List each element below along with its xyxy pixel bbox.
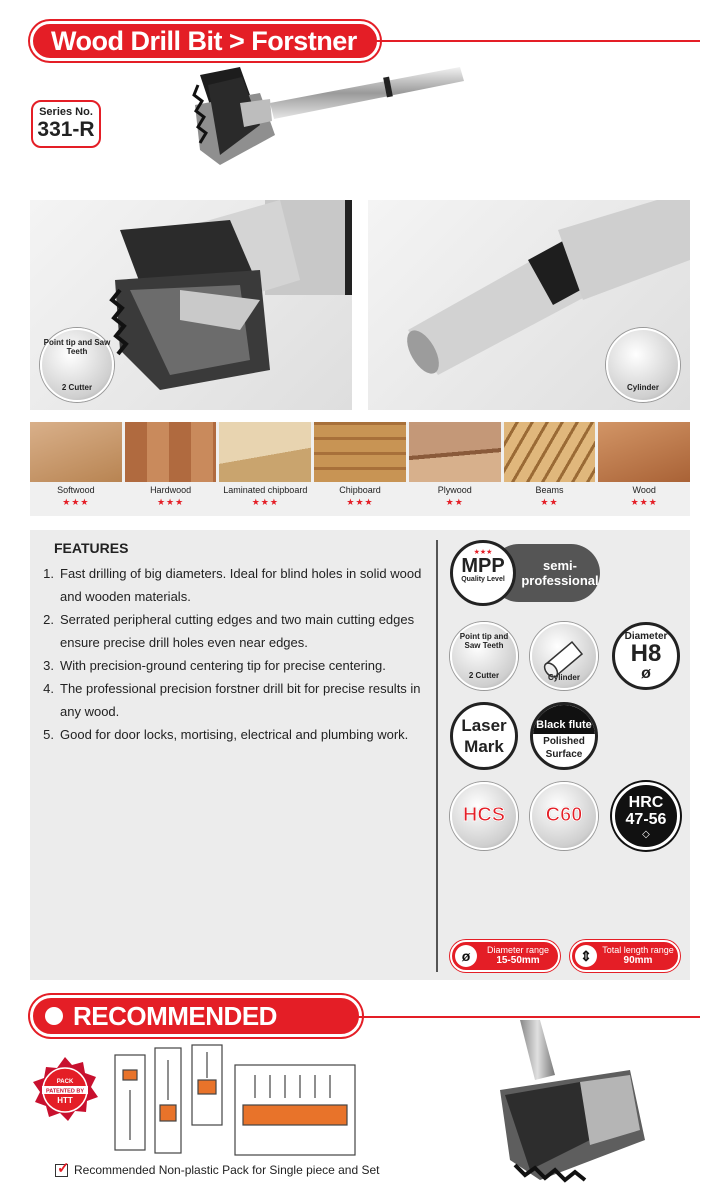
length-range-badge [570, 940, 680, 972]
material-chipboard [314, 422, 406, 516]
material-rating: ★★★ [62, 497, 90, 507]
feature-number: 4. [43, 681, 54, 696]
material-name: Wood [632, 485, 656, 495]
panel-divider [436, 540, 438, 972]
material-hardwood-image [125, 422, 217, 482]
cylinder-badge [606, 328, 680, 402]
material-wood-image [598, 422, 690, 482]
feature-number: 2. [43, 612, 54, 627]
material-name: Beams [535, 485, 564, 495]
diameter-symbol: ø [641, 665, 651, 682]
features-list [36, 562, 426, 746]
cutter-closeup-photo [30, 200, 352, 410]
cylinder-badge-label: Cylinder [626, 383, 659, 392]
mpp-stars: ★★★ [473, 549, 493, 556]
material-name: Laminated chipboard [223, 485, 308, 495]
saw-teeth-badge-bottom: 2 Cutter [61, 383, 93, 392]
materials-strip [30, 422, 690, 516]
packing-title-bar [30, 995, 362, 1067]
material-beams [504, 422, 596, 516]
feature-text: With precision-ground centering tip for precise centering. [60, 658, 386, 673]
diameter-range-badge [450, 940, 560, 972]
material-laminated-chipboard-image [219, 422, 311, 482]
hrc-hardness-badge [612, 782, 680, 850]
polished-label: Polished [543, 736, 585, 747]
packing-bullet-icon [45, 1007, 63, 1025]
saw-teeth-icon-bottom: 2 Cutter [468, 671, 500, 680]
length-range-value: 90mm [623, 955, 653, 966]
packing-title: RECOMMENDED PACKING [73, 1001, 277, 1067]
diamond-icon: ◇ [642, 829, 650, 840]
cylinder-icon-label: Cylinder [547, 673, 580, 682]
diameter-h8-badge [612, 622, 680, 690]
series-number: 331-R [37, 118, 95, 141]
feature-item [36, 654, 426, 677]
mpp-quality-badge [450, 540, 605, 606]
hrc-value: 47-56 [625, 811, 667, 828]
material-laminated-chipboard [219, 422, 311, 516]
cylinder-icon [530, 622, 598, 690]
material-rating: ★★★ [156, 497, 185, 507]
saw-teeth-icon [450, 622, 518, 690]
mpp-label: MPP [461, 555, 505, 577]
material-wood [598, 422, 690, 516]
feature-number: 1. [43, 566, 54, 581]
material-name: Hardwood [150, 485, 192, 495]
page-title: Wood Drill Bit > Forstner Bit [30, 21, 380, 61]
material-softwood [30, 422, 122, 516]
length-icon: ⇕ [575, 945, 597, 967]
seal-top-text: PACK [56, 1079, 74, 1085]
material-rating: ★★★ [251, 497, 279, 507]
diameter-range-label: Diameter range [486, 945, 550, 955]
packing-illustration [110, 1040, 360, 1160]
features-title: FEATURES [54, 540, 129, 556]
diameter-value: H8 [630, 640, 662, 667]
saw-teeth-icon-top: Point tip and Saw Teeth [459, 632, 509, 650]
saw-teeth-badge-top: Point tip and Saw Teeth [43, 338, 111, 356]
material-chipboard-image [314, 422, 406, 482]
material-rating: ★★★ [346, 497, 374, 507]
forstner-bit-bottom-image [480, 1020, 700, 1190]
feature-number: 5. [43, 727, 54, 742]
material-plywood [409, 422, 501, 516]
material-beams-image [504, 422, 596, 482]
laser-label-1: Laser [461, 716, 507, 735]
material-softwood-image [30, 422, 122, 482]
seal-mid-text: PATENTED BY [46, 1088, 84, 1095]
diameter-range-value: 15-50mm [496, 955, 540, 966]
diameter-label: Diameter [624, 631, 668, 642]
diameter-icon: ø [455, 945, 477, 967]
feature-item [36, 723, 426, 746]
check-icon [55, 1164, 68, 1177]
title-divider [370, 40, 700, 42]
material-rating: ★★★ [630, 497, 658, 507]
length-range-label: Total length range [602, 945, 674, 955]
feature-item [36, 608, 426, 654]
material-name: Chipboard [339, 485, 381, 495]
material-rating: ★★ [540, 497, 559, 507]
quality-level-pill: semi-professional [490, 544, 600, 602]
mpp-circle [450, 540, 516, 606]
c60-material-badge: C60 [530, 782, 598, 850]
material-rating: ★★ [445, 497, 464, 507]
black-flute-label: Black flute [533, 705, 595, 734]
packing-note [55, 1163, 380, 1177]
hcs-material-badge: HCS [450, 782, 518, 850]
feature-number: 3. [43, 658, 54, 673]
shank-closeup-photo [368, 200, 690, 410]
feature-text: Fast drilling of big diameters. Ideal for blind holes in solid wood and wooden materials. [60, 566, 422, 604]
series-box [31, 100, 101, 148]
series-label: Series No. [39, 106, 93, 118]
packing-divider [355, 1016, 700, 1018]
hrc-label: HRC [628, 794, 664, 811]
saw-teeth-icon-face [452, 624, 516, 688]
patent-seal-icon [30, 1055, 100, 1125]
material-name: Plywood [437, 485, 472, 495]
laser-mark-badge [450, 702, 518, 770]
features-panel [30, 530, 690, 980]
feature-text: Good for door locks, mortising, electrical and plumbing work. [60, 727, 409, 742]
saw-teeth-badge [40, 328, 114, 402]
forstner-bit-hero-image [180, 55, 480, 195]
laser-label-2: Mark [464, 737, 504, 756]
feature-text: The professional precision forstner drill bit for precise results in any wood. [60, 681, 421, 719]
feature-item [36, 677, 426, 723]
mpp-sub-label: Quality Level [461, 576, 505, 583]
feature-item [36, 562, 426, 608]
seal-brand-text: HTT [57, 1096, 73, 1105]
material-hardwood [125, 422, 217, 516]
packing-note-text: Recommended Non-plastic Pack for Single piece and Set [74, 1163, 380, 1177]
surface-label: Surface [545, 749, 583, 760]
black-flute-badge [530, 702, 598, 770]
feature-text: Serrated peripheral cutting edges and two main cutting edges ensure precise drill holes even near edges. [60, 612, 415, 650]
material-name: Softwood [57, 485, 95, 495]
material-plywood-image [409, 422, 501, 482]
